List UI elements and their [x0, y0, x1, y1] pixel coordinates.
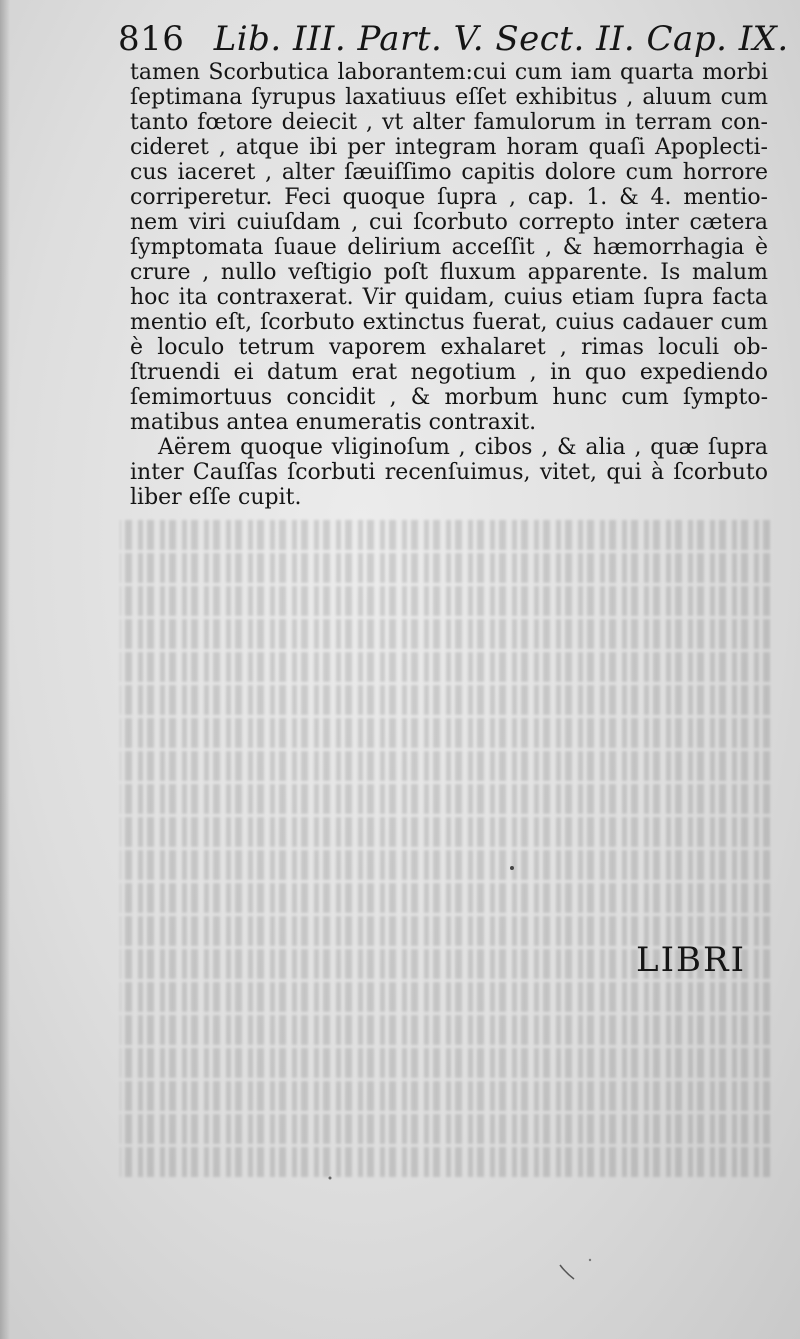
text-line: ſymptomata ſuaue delirium acceſſit , & hæmorrhagia è — [130, 235, 768, 260]
text-line: crure , nullo veſtigio poſt fluxum apparente. Is malum — [130, 260, 768, 285]
catchword: LIBRI — [636, 940, 747, 980]
text-line: tanto fœtore deiecit , vt alter famulorum in terram con- — [130, 110, 768, 135]
text-line: nem viri cuiuſdam , cui ſcorbuto correpto inter cætera — [130, 210, 768, 235]
text-line: liber eſſe cupit. — [130, 485, 302, 510]
text-line: matibus antea enumeratis contraxit. — [130, 410, 537, 435]
text-line: ſeptimana ſyrupus laxatiuus eſſet exhibitus , aluum cum — [130, 85, 768, 110]
page-number: 816 — [118, 19, 185, 59]
paragraph-1 — [130, 60, 768, 435]
running-header — [118, 18, 789, 60]
text-line: Aërem quoque vliginoſum , cibos , & alia , quæ ſupra — [158, 435, 768, 460]
text-line: mentio eſt, ſcorbuto extinctus fuerat, cuius cadauer cum — [130, 310, 768, 335]
text-line: è loculo tetrum vaporem exhalaret , rimas loculi ob- — [130, 335, 768, 360]
text-line: corriperetur. Feci quoque ſupra , cap. 1. & 4. mentio- — [130, 185, 768, 210]
text-line: cus iaceret , alter ſæuiſſimo capitis dolore cum horrore — [130, 160, 768, 185]
paragraph-2 — [130, 435, 768, 510]
show-through-text — [120, 520, 770, 1220]
page-gutter-shadow — [0, 0, 10, 1339]
text-line: ſtruendi ei datum erat negotium , in quo expediendo — [130, 360, 768, 385]
text-line: hoc ita contraxerat. Vir quidam, cuius etiam ſupra facta — [130, 285, 768, 310]
text-line: cideret , atque ibi per integram horam quaſi Apoplecti- — [130, 135, 768, 160]
main-text — [130, 60, 768, 510]
text-line: ſemimortuus concidit , & morbum hunc cum ſympto- — [130, 385, 768, 410]
text-line: inter Cauſſas ſcorbuti recenſuimus, vitet, qui à ſcorbuto — [130, 460, 768, 485]
text-line: tamen Scorbutica laborantem:cui cum iam quarta morbi — [130, 60, 768, 85]
running-head: Lib. III. Part. V. Sect. II. Cap. IX. — [213, 19, 789, 59]
